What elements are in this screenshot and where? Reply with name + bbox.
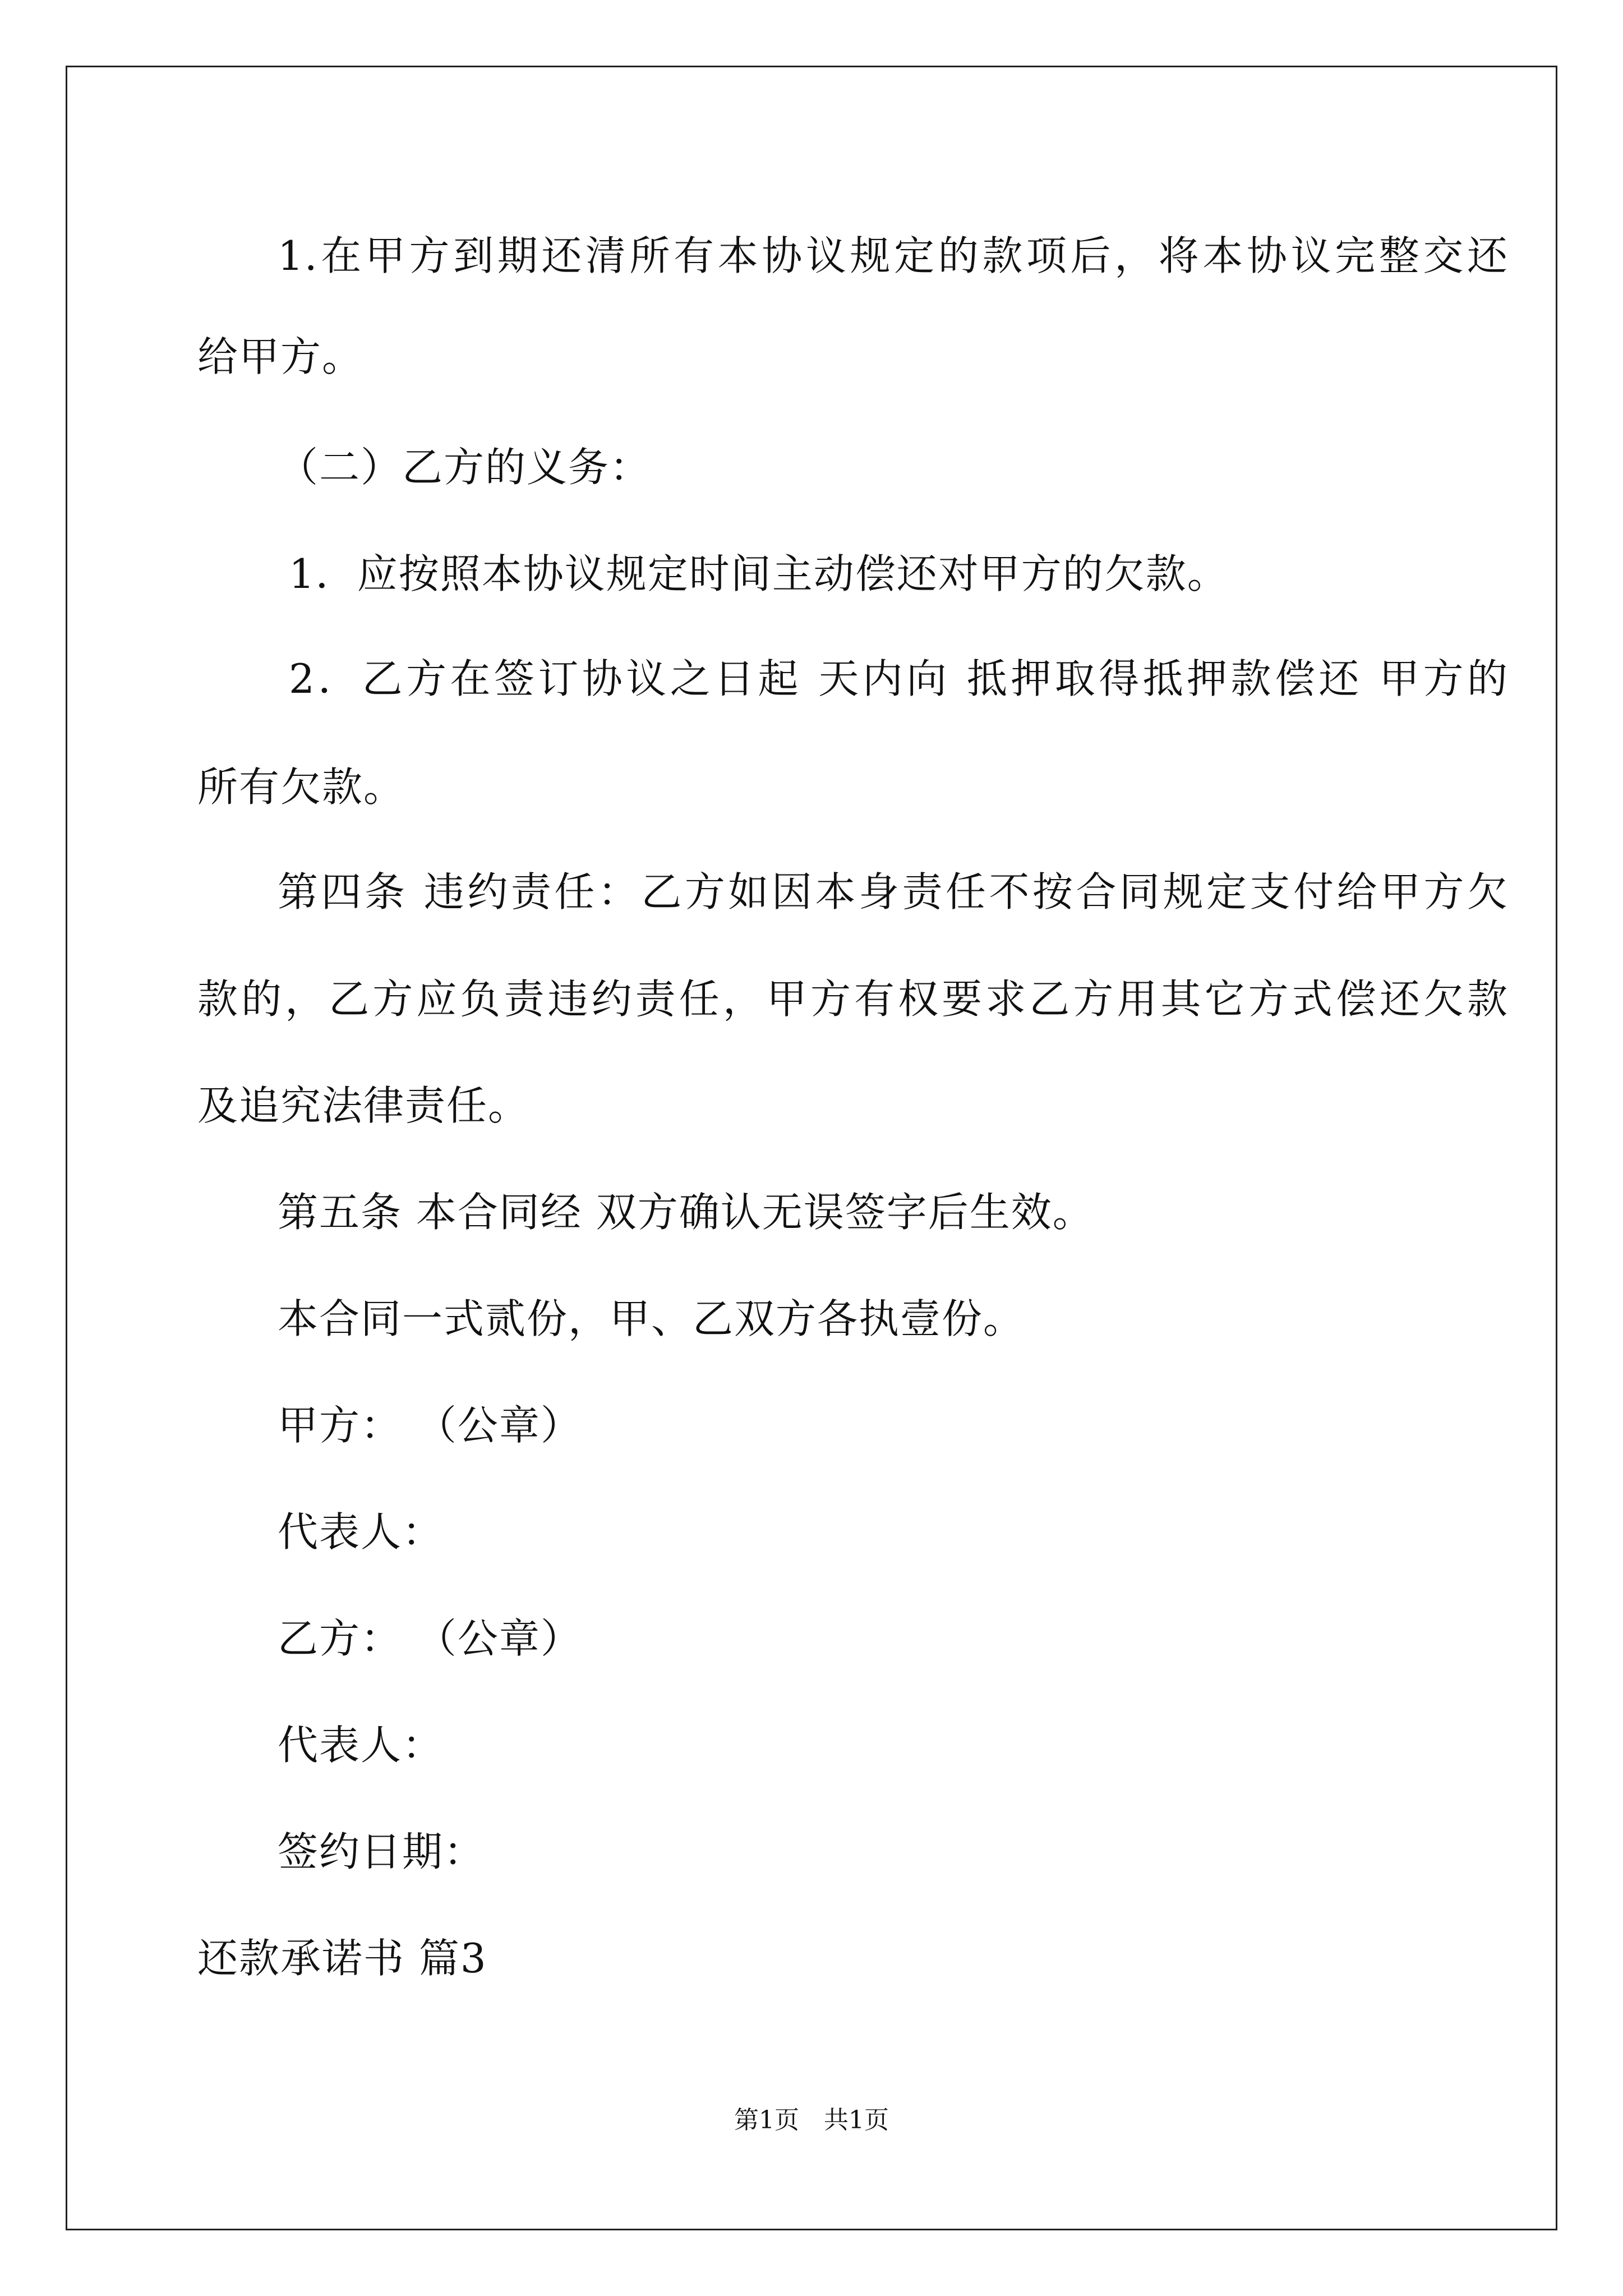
page-border [66,66,1557,2230]
paragraph-1-line-2: 给甲方。 [197,333,364,380]
signing-date: 签约日期： [278,1828,486,1875]
obligations-heading: （二）乙方的义务： [278,444,652,491]
article-4-line-2: 款的，乙方应负责违约责任，甲方有权要求乙方用其它方式偿还欠款 [197,976,1509,1023]
article-4-line-1: 第四条 违约责任：乙方如因本身责任不按合同规定支付给甲方欠 [278,868,1509,915]
obligation-item-2-line-1: 2．乙方在签订协议之日起 天内向 抵押取得抵押款偿还 甲方的 [289,655,1509,702]
party-a-seal: 甲方： （公章） [278,1402,582,1449]
obligation-item-2-line-2: 所有欠款。 [197,763,405,811]
party-b-representative: 代表人： [278,1722,444,1769]
party-a-representative: 代表人： [278,1508,444,1556]
article-4-line-3: 及追究法律责任。 [197,1082,530,1129]
copies-clause: 本合同一式贰份，甲、乙双方各执壹份。 [278,1295,1025,1342]
section-heading: 还款承诺书 篇3 [197,1935,487,1982]
paragraph-1-line-1: 1.在甲方到期还清所有本协议规定的款项后，将本协议完整交还 [278,232,1509,279]
article-5: 第五条 本合同经 双方确认无误签字后生效。 [278,1189,1094,1236]
page-footer: 第1页 共1页 [734,2106,889,2134]
obligation-item-1: 1．应按照本协议规定时间主动偿还对甲方的欠款。 [289,550,1229,597]
party-b-seal: 乙方： （公章） [278,1615,582,1662]
